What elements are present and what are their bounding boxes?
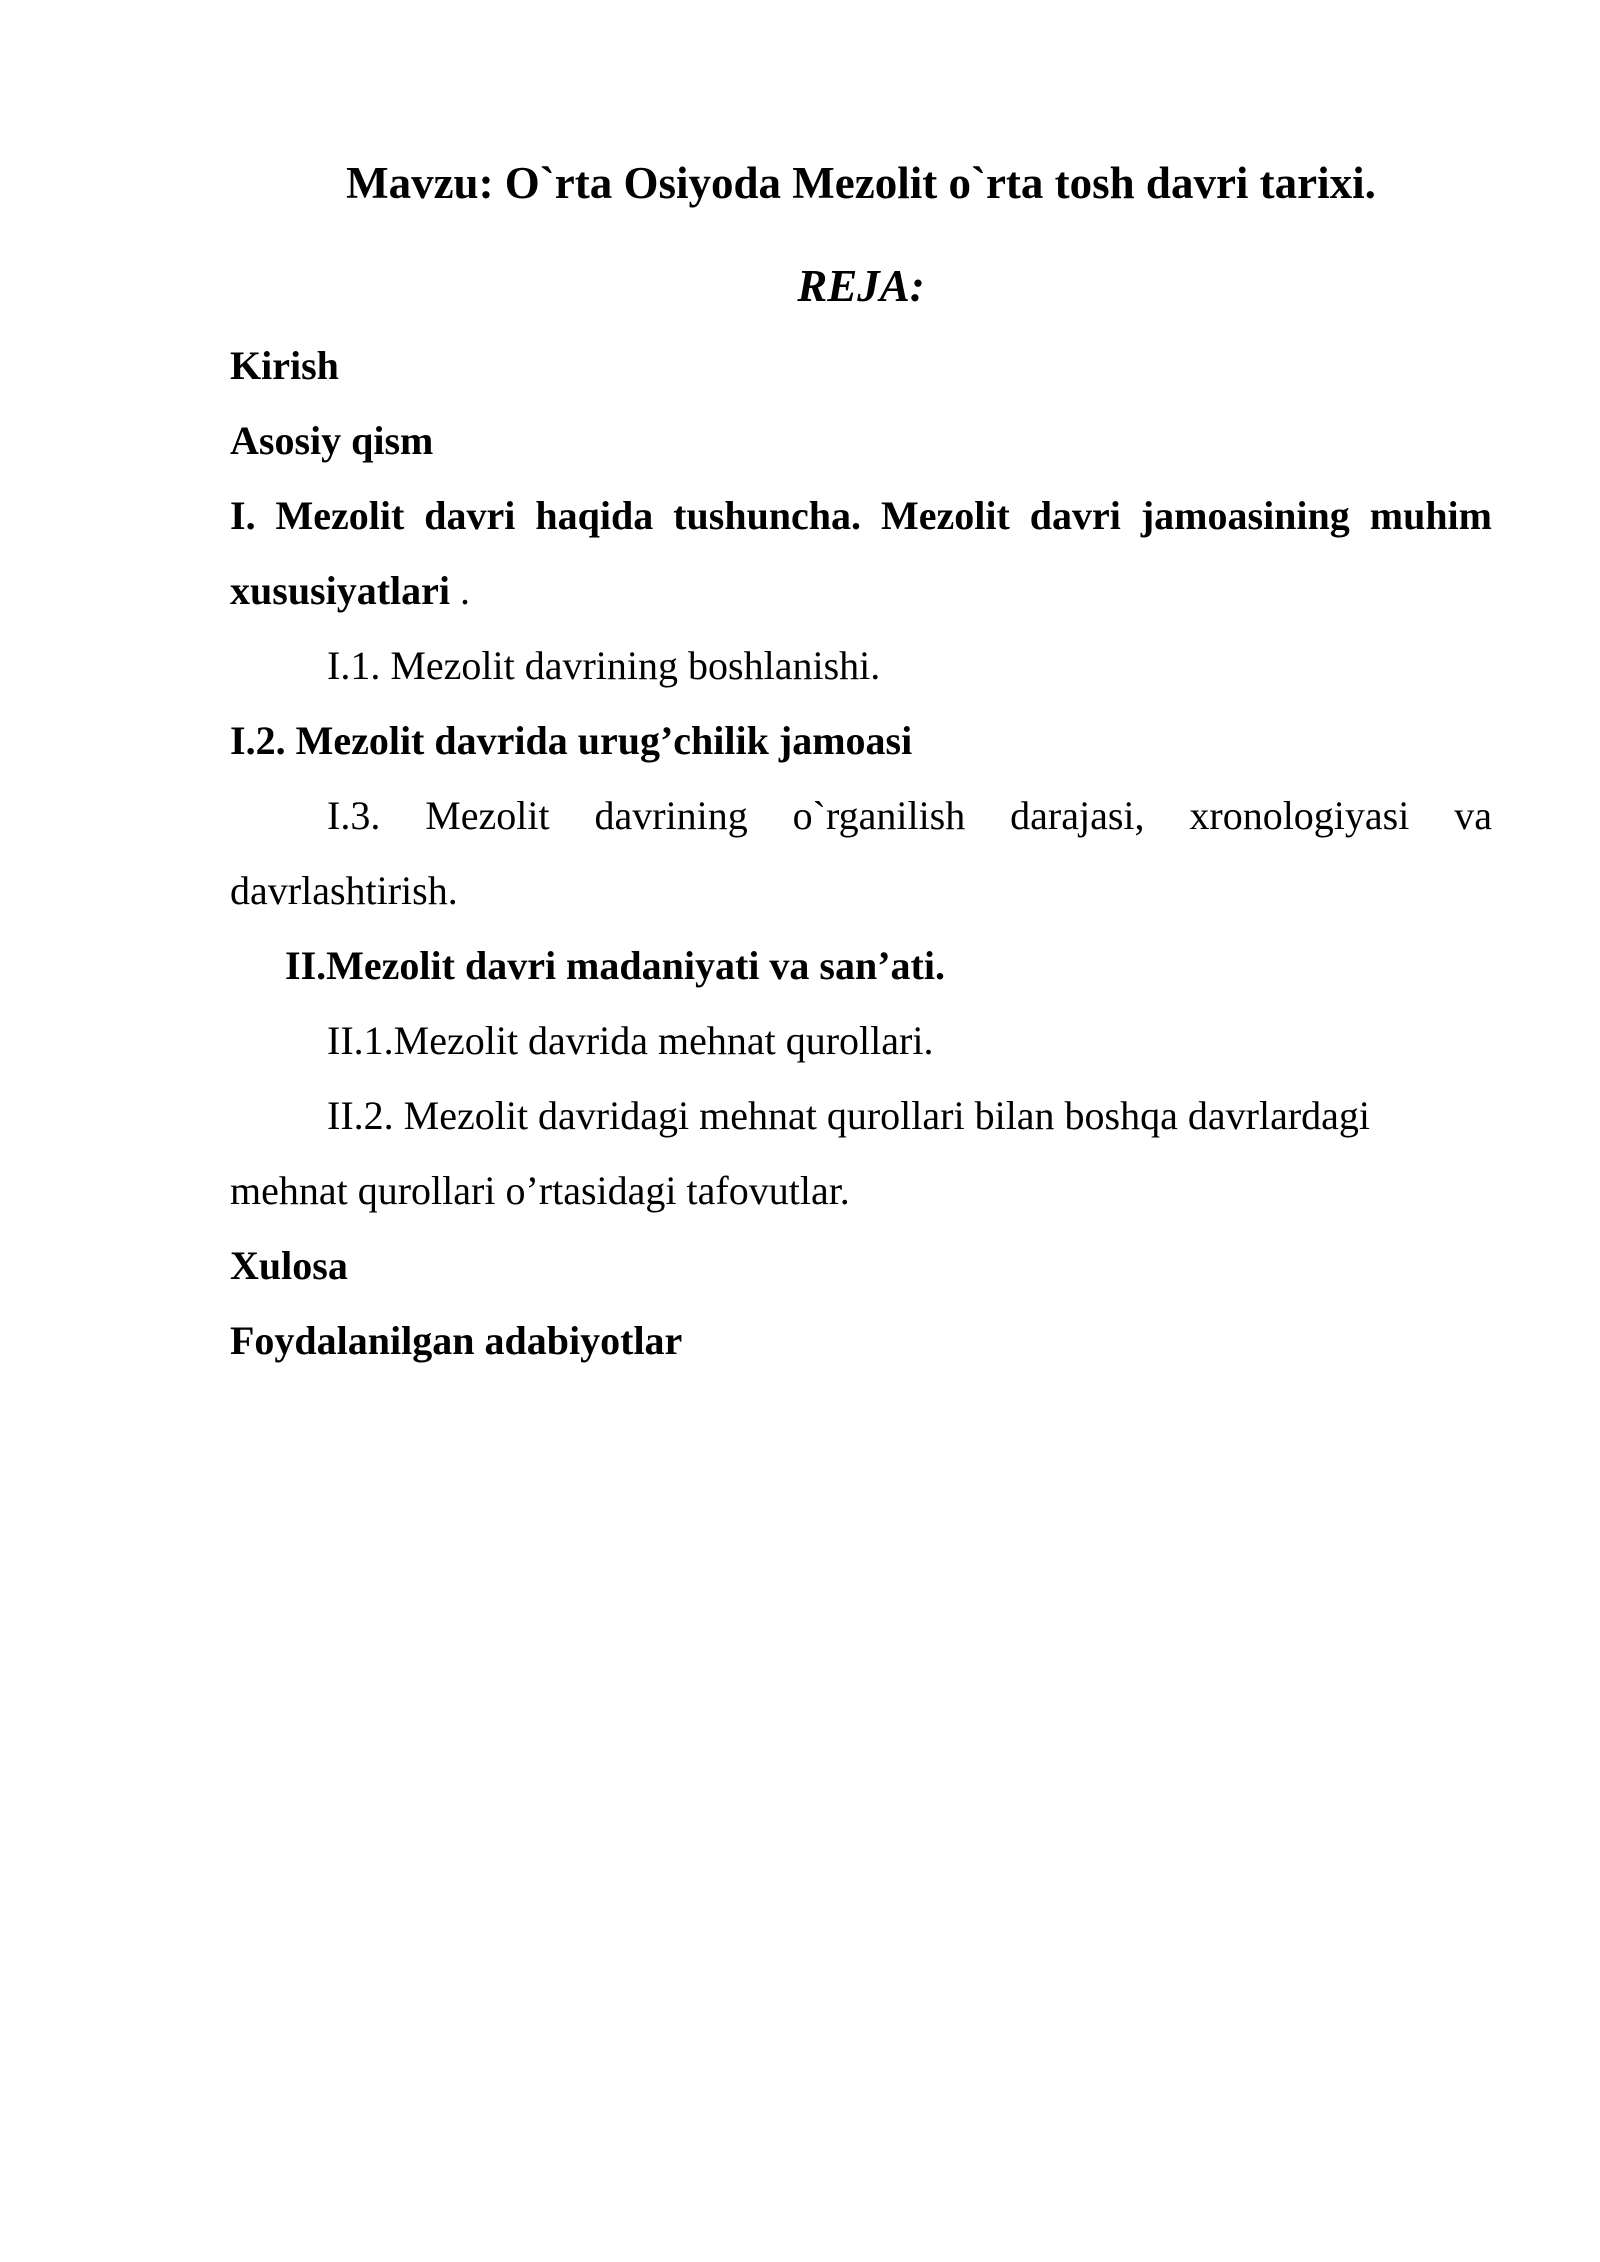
document-title: Mavzu: O`rta Osiyoda Mezolit o`rta tosh davri tarixi.	[346, 158, 1376, 208]
plan-item-2-1: II.1.Mezolit davrida mehnat qurollari.	[327, 1018, 934, 1063]
document-body	[230, 148, 1492, 1378]
plan-item-1-1: I.1. Mezolit davrining boshlanishi.	[327, 643, 881, 688]
plan-item-references: Foydalanilgan adabiyotlar	[230, 1318, 683, 1363]
plan-item-section-1	[230, 478, 1492, 628]
plan-item-1-3: I.3. Mezolit davrining o`rganilish darajasi, xronologiyasi va davrlashtirish.	[230, 793, 1492, 913]
plan-item-section-2: II.Mezolit davri madaniyati va san’ati.	[285, 943, 945, 988]
plan-item-2-2: II.2. Mezolit davridagi mehnat qurollari bilan boshqa davrlardagi mehnat qurollari o’rtasidagi tafovutlar.	[230, 1093, 1371, 1213]
plan-heading: REJA:	[797, 261, 925, 311]
plan-item-intro: Kirish	[230, 343, 339, 388]
section-1-title: I. Mezolit davri haqida tushuncha. Mezolit davri jamoasining muhim xususiyatlari	[230, 493, 1492, 613]
plan-item-1-2: I.2. Mezolit davrida urug’chilik jamoasi	[230, 718, 913, 763]
section-1-tail: .	[450, 568, 471, 613]
plan-item-main-part: Asosiy qism	[230, 418, 434, 463]
plan-item-conclusion: Xulosa	[230, 1243, 348, 1288]
